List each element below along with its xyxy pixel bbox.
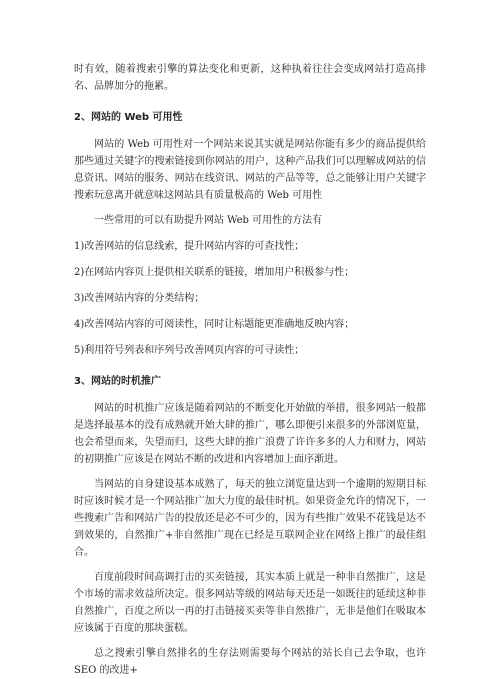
paragraph-web-usability: 网站的 Web 可用性对一个网站来说其实就是网站你能有多少的商品提供给那些通过关键字的搜索链接到你网站的用户，这种产品我们可以理解成网站的信息资讯、网站的服务、网站在线资讯、网站的产品等等，总之能够让用户关键字搜索玩意离开就意味这网站具有质量极高的 Web 可用性	[74, 139, 426, 201]
list-item: 1)改善网站的信息线索，提升网站内容的可查找性；	[74, 241, 305, 252]
list-item: 4)改善网站内容的可阅读性，同时让标题能更准确地反映内容；	[74, 319, 355, 330]
paragraph-intro: 时有效，随着搜索引擎的算法变化和更新，这种执着往往会变成网站打造高排名、品牌加分的拖累。	[74, 64, 426, 92]
paragraph-link-buying: 百度前段时间高调打击的买卖链接，其实本质上就是一种非自然推广，这是个市场的需求效益所决定。很多网站等级的网站每天还是一如既往的延续这种非自然推广，百度之所以一再的打击链接买卖等非自然推广，无非是他们在吸取本应该属于百度的那块蛋糕。	[74, 572, 426, 634]
paragraph-timing-promotion: 网站的时机推广应该是随着网站的不断变化开始做的举措，很多网站一般都是选择最基本的没有成熟就开始大肆的推广，哪么即便引来很多的外部浏览量，也会希望而来，失望而归，这些大肆的推广浪费了许许多多的人力和财力，网站的初期推广应该是在网站不断的改进和内容增加上面序渐进。	[74, 403, 426, 465]
section-heading-timing-promotion: 3、网站的时机推广	[74, 376, 161, 387]
list-item: 5)利用符号列表和序列号改善网页内容的可寻读性；	[74, 345, 305, 356]
list-item: 3)改善网站内容的分类结构；	[74, 293, 205, 304]
paragraph-promotion-combination: 当网站的自身建设基本成熟了，每天的独立浏览量达到一个逾期的短期目标时应该时候才是一个网站推广加大力度的最佳时机。如果资金允许的情况下，一些搜索广告和网站广告的投放还是必不可少的，因为有些推广效果不花钱是达不到效果的，自然推广+非自然推广现在已经是互联网企业在网络上推广的最佳组合。	[74, 479, 426, 558]
paragraph-conclusion: 总之搜索引擎自然排名的生存法则需要每个网站的站长自己去争取，也许 SEO 的改进+	[74, 648, 426, 676]
paragraph-methods-lead: 一些常用的可以有助提升网站 Web 可用性的方法有	[94, 215, 323, 226]
section-heading-web-usability: 2、网站的 Web 可用性	[74, 112, 183, 123]
list-item: 2)在网站内容页上提供相关联系的链接，增加用户积极参与性；	[74, 267, 355, 278]
document-body	[74, 61, 426, 679]
